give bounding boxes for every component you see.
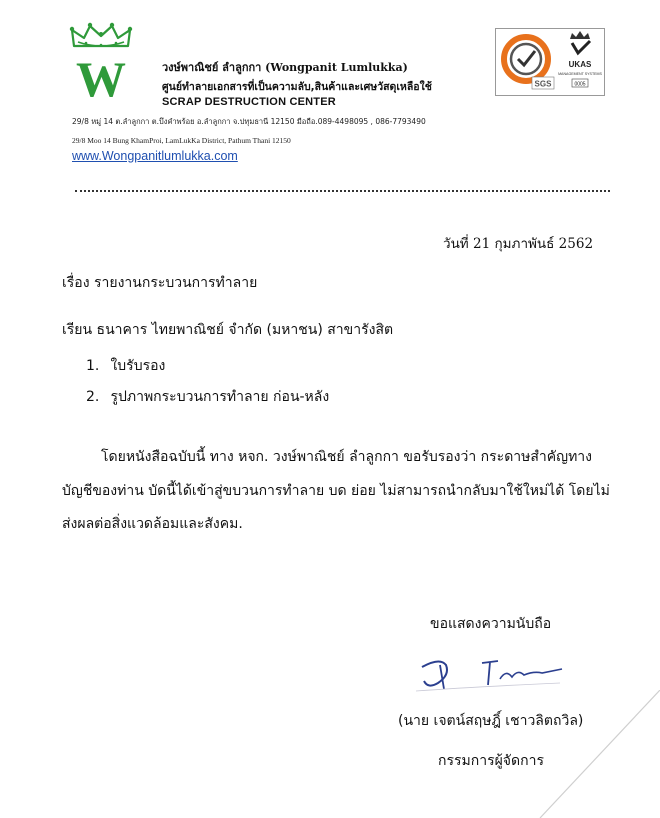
letter-recipient: เรียน ธนาคาร ไทยพาณิชย์ จำกัด (มหาชน) สาขารังสิต [62, 322, 394, 338]
company-logo [68, 22, 134, 100]
logo-letter: W [76, 51, 126, 100]
sgs-label: SGS [534, 79, 552, 89]
cert-graphic [496, 29, 604, 95]
ukas-subtitle: MANAGEMENT SYSTEMS [558, 72, 602, 76]
enclosure-item [86, 355, 165, 377]
body-paragraph-line: บัญชีของท่าน บัดนี้ได้เข้าสู่ขบวนการทำลาย บด ย่อย ไม่สามารถนำกลับมาใช้ใหม่ได้ โดยไม่ [62, 483, 610, 499]
company-english-name: SCRAP DESTRUCTION CENTER [162, 96, 336, 108]
closing-phrase: ขอแสดงความนับถือ [430, 616, 552, 632]
body-paragraph-line: ส่งผลต่อสิ่งแวดล้อมและสังคม. [62, 516, 243, 532]
certification-logos [495, 28, 605, 96]
enclosure-text: รูปภาพกระบวนการทำลาย ก่อน-หลัง [110, 389, 330, 405]
address-thai: 29/8 หมู่ 14 ต.ลำลูกกา ต.บึงคำพร้อย อ.ลำลูกกา จ.ปทุมธานี 12150 มือถือ.089-4498095 , 086-7793490 [72, 117, 426, 126]
ukas-label: UKAS [568, 60, 592, 69]
sgs-badge-icon [504, 37, 554, 89]
enclosure-item [86, 386, 329, 408]
signer-position: กรรมการผู้จัดการ [438, 753, 544, 769]
ukas-code: 0005 [574, 81, 586, 88]
enclosure-number: 1. [86, 358, 100, 374]
address-english: 29/8 Moo 14 Bung KhamProi, LamLukKa District, Pathum Thani 12150 [72, 136, 291, 145]
company-tagline: ศูนย์ทำลายเอกสารที่เป็นความลับ,สินค้าและเศษวัสดุเหลือใช้ [162, 81, 432, 93]
letter-date: วันที่ 21 กุมภาพันธ์ 2562 [443, 236, 594, 252]
enclosure-text: ใบรับรอง [110, 358, 166, 374]
body-paragraph-line: โดยหนังสือฉบับนี้ ทาง หจก. วงษ์พาณิชย์ ลำลูกกา ขอรับรองว่า กระดาษสำคัญทาง [101, 449, 593, 465]
website-link[interactable]: www.Wongpanitlumlukka.com [72, 149, 238, 163]
header-divider [75, 190, 610, 192]
enclosure-number: 2. [86, 389, 100, 405]
crown-icon [70, 23, 132, 47]
signer-name: (นาย เจตน์สฤษฎิ์ เชาวลิตถวิล) [398, 713, 584, 729]
letter-subject: เรื่อง รายงานกระบวนการทำลาย [62, 275, 258, 291]
ukas-badge-icon [558, 31, 602, 88]
page-curl-decoration [470, 690, 660, 818]
company-name: วงษ์พาณิชย์ ลำลูกกา (Wongpanit Lumlukka) [162, 61, 408, 74]
signature-image [410, 645, 575, 695]
